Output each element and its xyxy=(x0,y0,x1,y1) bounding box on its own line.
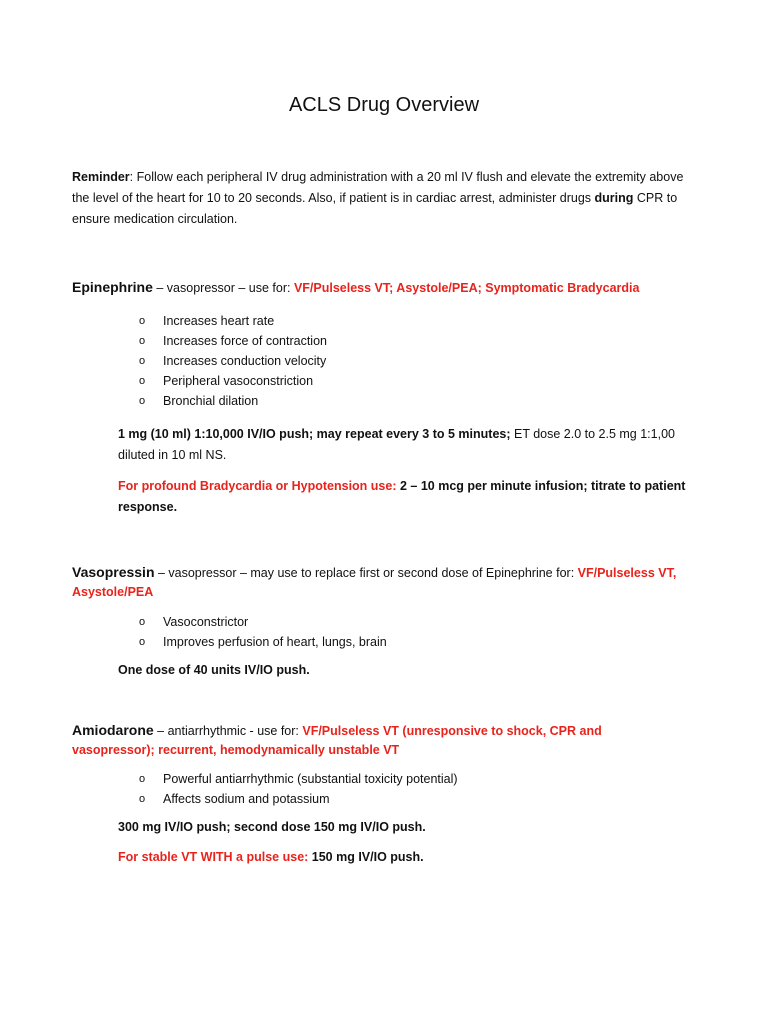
reminder-emphasis: during xyxy=(594,191,634,205)
list-item-text: Increases force of contraction xyxy=(163,334,327,348)
amiodarone-dose xyxy=(118,817,688,838)
amiodarone-description: – antiarrhythmic - use for: xyxy=(153,724,303,738)
list-item-text: Affects sodium and potassium xyxy=(163,792,330,806)
bullet-marker: o xyxy=(139,616,146,628)
epinephrine-description: – vasopressor – use for: xyxy=(152,281,294,295)
epinephrine-dose-bold: 1 mg (10 ml) 1:10,000 IV/IO push; may repeat every 3 to 5 minutes; xyxy=(118,427,511,441)
list-item xyxy=(139,371,327,391)
amiodarone-effects-list xyxy=(139,769,458,809)
drug-name-vasopressin: Vasopressin xyxy=(72,564,155,580)
epinephrine-dose xyxy=(118,424,688,466)
amiodarone-heading xyxy=(72,721,682,760)
reminder-text-1: : Follow each peripheral IV drug administration with a 20 ml IV flush and elevate the extremity above the level of the heart for 10 to 20 seconds. Also, if patient is in cardiac arrest, administer drugs xyxy=(72,170,684,205)
list-item xyxy=(139,351,327,371)
epinephrine-dose-rest: ET dose 2.0 to 2.5 mg 1:1,00 diluted in 10 ml NS. xyxy=(118,427,675,462)
amiodarone-dose-text: 300 mg IV/IO push; second dose 150 mg IV/IO push. xyxy=(118,820,426,834)
list-item xyxy=(139,331,327,351)
bullet-marker: o xyxy=(139,355,146,367)
amiodarone-indications: VF/Pulseless VT (unresponsive to shock, CPR and vasopressor); recurrent, hemodynamically unstable VT xyxy=(72,724,602,757)
list-item-text: Increases heart rate xyxy=(163,314,275,328)
list-item xyxy=(139,769,458,789)
bullet-marker: o xyxy=(139,395,146,407)
reminder-text-2: CPR to ensure medication circulation. xyxy=(72,191,678,226)
bullet-marker: o xyxy=(139,315,146,327)
vasopressin-dose-text: One dose of 40 units IV/IO push. xyxy=(118,663,310,677)
bullet-marker: o xyxy=(139,375,146,387)
list-item xyxy=(139,311,327,331)
list-item xyxy=(139,789,458,809)
bullet-marker: o xyxy=(139,773,146,785)
list-item-text: Increases conduction velocity xyxy=(163,354,327,368)
amiodarone-alternate-text: 150 mg IV/IO push. xyxy=(311,850,424,864)
reminder-label: Reminder xyxy=(72,170,130,184)
epinephrine-heading xyxy=(72,278,682,298)
list-item-text: Bronchial dilation xyxy=(163,394,259,408)
reminder-paragraph xyxy=(72,167,702,230)
list-item-text: Improves perfusion of heart, lungs, brain xyxy=(163,635,387,649)
page-title: ACLS Drug Overview xyxy=(288,94,480,116)
bullet-marker: o xyxy=(139,335,146,347)
epinephrine-indications: VF/Pulseless VT; Asystole/PEA; Symptomatic Bradycardia xyxy=(293,281,640,295)
list-item-text: Peripheral vasoconstriction xyxy=(163,374,314,388)
bullet-marker: o xyxy=(139,793,146,805)
amiodarone-alternate-label: For stable VT WITH a pulse use: xyxy=(118,850,312,864)
amiodarone-alternate-dose xyxy=(118,847,688,868)
list-item xyxy=(139,632,387,652)
vasopressin-heading xyxy=(72,563,682,602)
vasopressin-effects-list xyxy=(139,612,387,652)
list-item xyxy=(139,612,387,632)
epinephrine-alternate-dose xyxy=(118,476,688,518)
vasopressin-description: – vasopressor – may use to replace first or second dose of Epinephrine for: xyxy=(154,566,578,580)
epinephrine-effects-list xyxy=(139,311,327,411)
vasopressin-indications: VF/Pulseless VT, Asystole/PEA xyxy=(72,566,677,599)
epinephrine-alternate-label: For profound Bradycardia or Hypotension use: xyxy=(118,479,400,493)
drug-name-epinephrine: Epinephrine xyxy=(72,279,153,295)
drug-name-amiodarone: Amiodarone xyxy=(72,722,154,738)
list-item xyxy=(139,391,327,411)
epinephrine-alternate-text: 2 – 10 mcg per minute infusion; titrate to patient response. xyxy=(118,479,686,514)
bullet-marker: o xyxy=(139,636,146,648)
vasopressin-dose xyxy=(118,660,688,681)
list-item-text: Vasoconstrictor xyxy=(163,615,249,629)
list-item-text: Powerful antiarrhythmic (substantial toxicity potential) xyxy=(163,772,458,786)
